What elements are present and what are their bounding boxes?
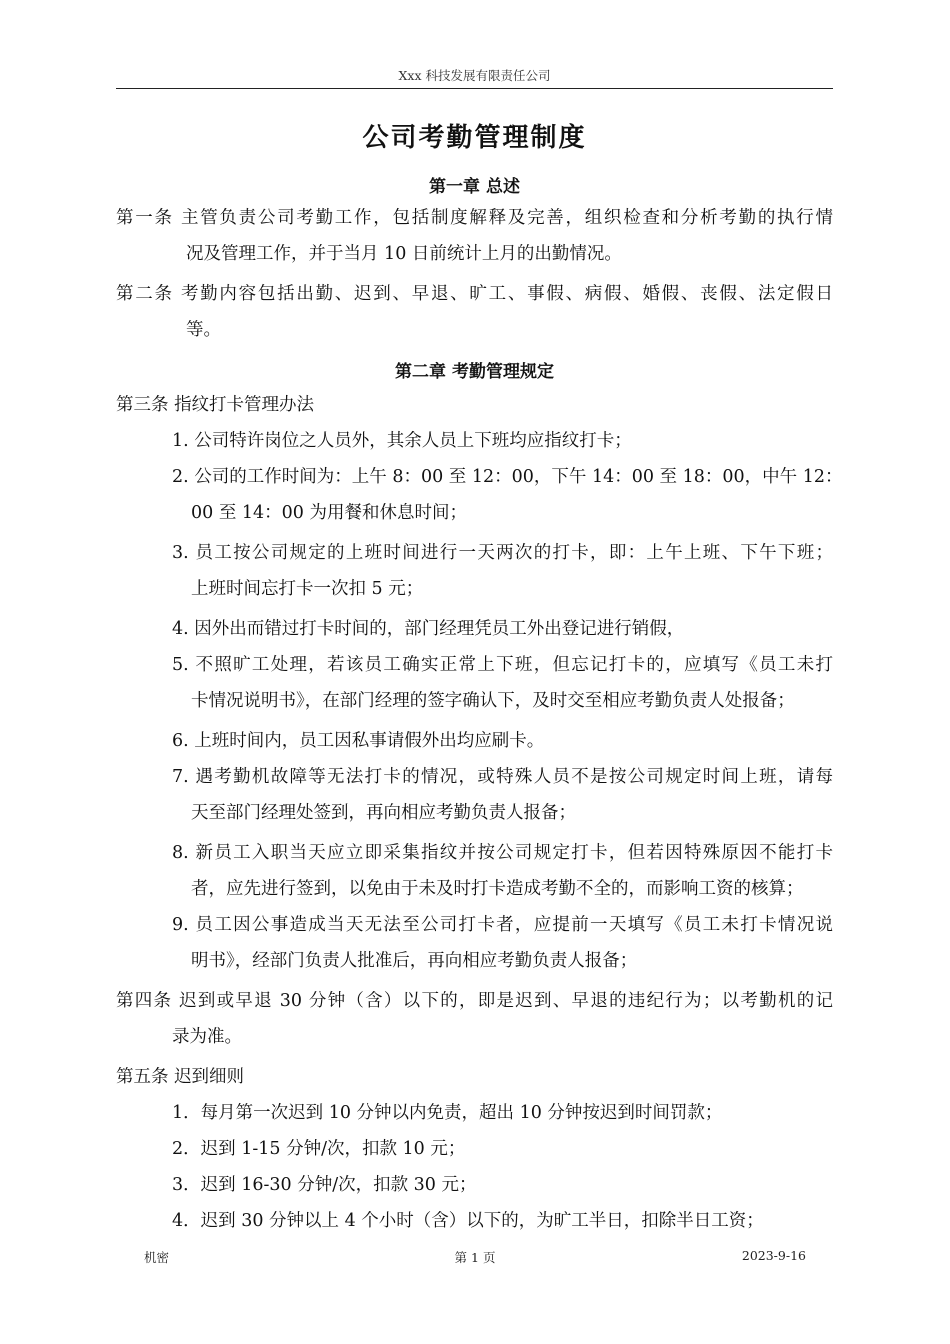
article-3-item-4: 4. 因外出而错过打卡时间的，部门经理凭员工外出登记进行销假， [172, 619, 685, 639]
article-5-item-2: 2．迟到 1-15 分钟/次，扣款 10 元； [172, 1139, 466, 1159]
article-3-item-3 [172, 535, 833, 607]
article-3-item-2-line-2: 00 至 14：00 为用餐和休息时间； [191, 503, 467, 523]
article-3-item-6: 6. 上班时间内，员工因私事请假外出均应刷卡。 [172, 731, 545, 751]
article-3-item-9-line-1: 9. 员工因公事造成当天无法至公司打卡者，应提前一天填写《员工未打卡情况说 [172, 915, 833, 935]
article-4-line-2: 录为准。 [172, 1027, 242, 1047]
article-5-heading: 第五条 迟到细则 [116, 1067, 245, 1087]
article-3-item-5-line-2: 卡情况说明书》，在部门经理的签字确认下，及时交至相应考勤负责人处报备； [191, 691, 795, 711]
article-3-item-7-line-1: 7. 遇考勤机故障等无法打卡的情况，或特殊人员不是按公司规定时间上班，请每 [172, 767, 833, 787]
article-3-item-8-line-1: 8. 新员工入职当天应立即采集指纹并按公司规定打卡，但若因特殊原因不能打卡 [172, 843, 833, 863]
article-3-item-9 [172, 907, 833, 979]
page-header: Xxx 科技发展有限责任公司 [398, 68, 551, 83]
document-title: 公司考勤管理制度 [362, 123, 587, 153]
article-3-item-5-line-1: 5. 不照旷工处理，若该员工确实正常上下班，但忘记打卡的，应填写《员工未打 [172, 655, 833, 675]
article-3-item-3-line-1: 3. 员工按公司规定的上班时间进行一天两次的打卡，即：上午上班、下午下班； [172, 543, 833, 563]
article-3-item-2-line-1: 2. 公司的工作时间为：上午 8：00 至 12：00，下午 14：00 至 18：00，中午 12： [172, 467, 843, 487]
article-4 [116, 983, 833, 1055]
article-3-item-8 [172, 835, 833, 907]
article-2-line-1: 第二条 考勤内容包括出勤、迟到、早退、旷工、事假、病假、婚假、丧假、法定假日 [116, 284, 833, 304]
article-5-item-1: 1．每月第一次迟到 10 分钟以内免责，超出 10 分钟按迟到时间罚款； [172, 1103, 723, 1123]
article-3-item-3-line-2: 上班时间忘打卡一次扣 5 元； [191, 579, 424, 599]
article-3-heading: 第三条 指纹打卡管理办法 [116, 395, 315, 415]
header-divider [116, 88, 833, 89]
footer-date: 2023-9-16 [741, 1248, 806, 1263]
article-2 [116, 276, 833, 348]
article-1 [116, 200, 833, 272]
article-3-item-9-line-2: 明书》，经部门负责人批准后，再向相应考勤负责人报备； [191, 951, 638, 971]
article-5-item-3: 3．迟到 16-30 分钟/次，扣款 30 元； [172, 1175, 477, 1195]
footer-confidential: 机密 [144, 1250, 170, 1265]
footer-page-number: 第 1 页 [454, 1250, 496, 1265]
article-1-line-1: 第一条 主管负责公司考勤工作，包括制度解释及完善，组织检查和分析考勤的执行情 [116, 208, 833, 228]
article-3-item-7 [172, 759, 833, 831]
article-2-line-2: 等。 [186, 320, 221, 340]
article-1-line-2: 况及管理工作，并于当月 10 日前统计上月的出勤情况。 [186, 244, 622, 264]
article-5-item-4: 4．迟到 30 分钟以上 4 个小时（含）以下的，为旷工半日，扣除半日工资； [172, 1211, 764, 1231]
chapter-1-heading: 第一章 总述 [429, 177, 520, 197]
article-3-item-7-line-2: 天至部门经理处签到，再向相应考勤负责人报备； [191, 803, 576, 823]
article-3-item-2 [172, 459, 843, 531]
article-3-item-1: 1. 公司特许岗位之人员外，其余人员上下班均应指纹打卡； [172, 431, 632, 451]
article-4-line-1: 第四条 迟到或早退 30 分钟（含）以下的，即是迟到、早退的违纪行为；以考勤机的记 [116, 991, 833, 1011]
article-3-item-5 [172, 647, 833, 719]
chapter-2-heading: 第二章 考勤管理规定 [395, 362, 554, 382]
article-3-item-8-line-2: 者，应先进行签到，以免由于未及时打卡造成考勤不全的，而影响工资的核算； [191, 879, 804, 899]
